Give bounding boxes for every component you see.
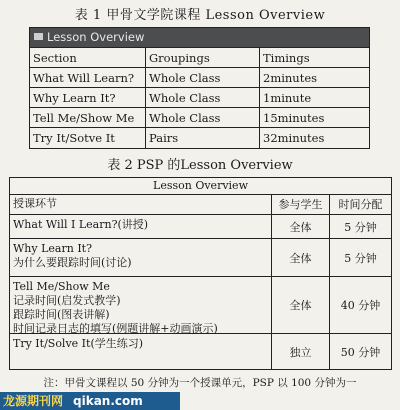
table1-cell: What Will Learn? — [30, 68, 146, 88]
table2-students-cell: 全体 — [272, 239, 330, 276]
table2-students-cell: 独立 — [272, 334, 330, 369]
table1-column-header: Timings — [263, 51, 310, 65]
table1-column-header: Section — [30, 48, 146, 68]
table2-section-cell — [10, 277, 272, 333]
table2-section-line: 跟踪时间(图表讲解) — [13, 308, 110, 321]
table2-section-line: Tell Me/Show Me — [13, 280, 110, 293]
table1-cell: 32minutes — [263, 131, 325, 145]
table1-caption: 表 1 甲骨文学院课程 Lesson Overview — [74, 8, 326, 23]
table2-section-line: Try It/Solve It(学生练习) — [13, 337, 144, 350]
table1-cell: 2minutes — [263, 71, 318, 85]
table2-section-line: Why Learn It? — [13, 242, 92, 255]
table2-header: Lesson Overview — [10, 178, 391, 195]
table1-grid — [30, 47, 369, 148]
table2-time-cell: 5 分钟 — [344, 220, 377, 234]
table1-cell: Whole Class — [146, 108, 260, 128]
table1-row — [30, 87, 369, 108]
table-icon — [34, 33, 43, 40]
table2-column-header: 参与学生 — [272, 194, 330, 214]
table1-cell: Pairs — [146, 128, 260, 148]
table1-column-header: Groupings — [146, 48, 260, 68]
table1-cell: Whole Class — [146, 88, 260, 108]
table1-cell: Try It/Sotve It — [30, 128, 146, 148]
table2-column-header: 时间分配 — [338, 198, 383, 211]
table2-row — [10, 277, 391, 334]
table2-row — [10, 239, 391, 277]
lesson-overview-table-2 — [9, 177, 392, 370]
table2-time-cell: 40 分钟 — [340, 299, 381, 312]
table2-column-header: 授课环节 — [10, 194, 272, 214]
table2-time-cell: 5 分钟 — [344, 251, 377, 265]
table1-row — [30, 67, 369, 88]
table2-row — [10, 215, 391, 239]
table2-students-cell: 全体 — [272, 215, 330, 238]
table2-row — [10, 334, 391, 369]
table1-header-bar — [30, 28, 369, 47]
table2-students-cell: 全体 — [272, 277, 330, 333]
footnote: 注：甲骨文课程以 50 分钟为一个授课单元，PSP 以 100 分钟为一 — [43, 377, 357, 389]
table1-cell: 1minute — [263, 91, 312, 105]
table1-row — [30, 107, 369, 128]
table2-section-cell — [10, 334, 272, 369]
lesson-overview-table-1 — [29, 27, 370, 149]
table1-cell: 15minutes — [263, 111, 325, 125]
watermark-banner — [0, 392, 180, 410]
table2-section-cell — [10, 239, 272, 276]
table2-caption: 表 2 PSP 的Lesson Overview — [107, 158, 293, 173]
table2-section-line: 记录时间(启发式教学) — [13, 294, 121, 307]
table2-section-line: What Will I Learn?(讲授) — [13, 218, 149, 231]
table2-section-line: 时间记录日志的填写(例题讲解+动画演示) — [13, 322, 218, 335]
table1-cell: Tell Me/Show Me — [30, 108, 146, 128]
table1-row — [30, 127, 369, 148]
table1-cell: Whole Class — [146, 68, 260, 88]
table1-header-title: Lesson Overview — [47, 30, 145, 44]
table2-column-header-row — [10, 194, 391, 215]
table2-section-cell — [10, 215, 272, 238]
table2-section-line: 为什么要跟踪时间(讨论) — [13, 256, 132, 269]
table2-time-cell: 50 分钟 — [340, 345, 381, 359]
watermark-logo: 龙源期刊网 — [3, 394, 64, 408]
watermark-site: qikan.com — [73, 394, 143, 408]
table1-column-header-row — [30, 47, 369, 68]
table1-cell: Why Learn It? — [30, 88, 146, 108]
